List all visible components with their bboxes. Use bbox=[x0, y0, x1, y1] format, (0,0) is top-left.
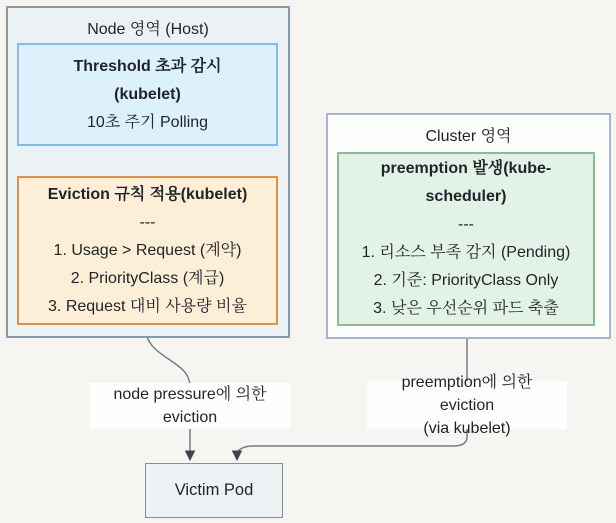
threshold-line-3: 10초 주기 Polling bbox=[86, 113, 209, 131]
edge-label-node-pressure-eviction bbox=[90, 383, 290, 429]
eviction-item-3: 3. Request 대비 사용량 비율 bbox=[48, 297, 247, 315]
preemption-node bbox=[337, 152, 595, 326]
victim-pod-label: Victim Pod bbox=[174, 481, 254, 499]
preemption-item-2: 2. 기준: PriorityClass Only bbox=[373, 272, 559, 289]
edge-label-node-pressure-line1: node pressure에 의한 bbox=[113, 386, 267, 403]
node-region-title: Node 영역 (Host) bbox=[87, 21, 209, 38]
eviction-divider: --- bbox=[139, 213, 156, 231]
edge-label-preemption-eviction bbox=[367, 373, 567, 437]
preemption-item-3: 3. 낮은 우선순위 파드 축출 bbox=[373, 300, 559, 317]
victim-pod-node bbox=[145, 463, 283, 518]
edge-label-preemption-line2: (via kubelet) bbox=[423, 419, 511, 437]
threshold-line-1: Threshold 초과 감시 bbox=[73, 57, 222, 75]
preemption-item-1: 1. 리소스 부족 감지 (Pending) bbox=[361, 244, 571, 261]
preemption-title: preemption 발생(kube-scheduler) bbox=[380, 160, 552, 205]
eviction-title: Eviction 규칙 적용(kubelet) bbox=[47, 185, 248, 203]
eviction-item-1: 1. Usage > Request (계약) bbox=[53, 241, 242, 259]
threshold-line-2: (kubelet) bbox=[114, 85, 181, 103]
edge-label-node-pressure-line2: eviction bbox=[162, 409, 218, 426]
threshold-monitor-node bbox=[17, 43, 278, 146]
cluster-region-title: Cluster 영역 bbox=[425, 128, 512, 145]
eviction-item-2: 2. PriorityClass (계급) bbox=[70, 269, 225, 287]
eviction-rules-node bbox=[17, 176, 278, 325]
preemption-divider: --- bbox=[458, 216, 474, 233]
edge-label-preemption-line1: preemption에 의한 eviction bbox=[401, 373, 533, 414]
